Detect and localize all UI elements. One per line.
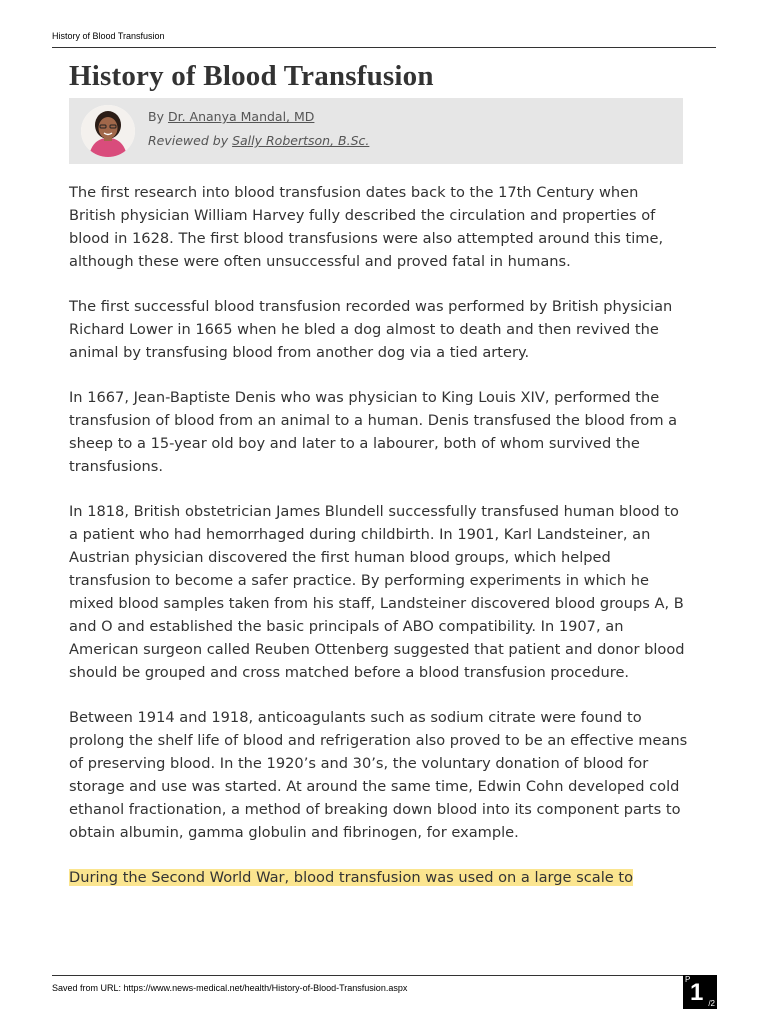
reviewed-by-label: Reviewed by <box>148 133 229 148</box>
article-title: History of Blood Transfusion <box>69 60 434 92</box>
saved-from-label: Saved from URL: <box>52 983 122 993</box>
author-link[interactable]: Dr. Ananya Mandal, MD <box>167 109 315 124</box>
by-label: By <box>148 109 164 124</box>
reviewer-link[interactable]: Sally Robertson, B.Sc. <box>232 133 370 148</box>
paragraph: In 1667, Jean-Baptiste Denis who was physician to King Louis XIV, performed the transfusion of blood from an animal to a human. Denis transfused the blood from a sheep to a 15-year old boy and later to a labourer, both of whom survived the transfusions. <box>69 389 678 475</box>
source-url[interactable]: https://www.news-medical.net/health/History-of-Blood-Transfusion.aspx <box>123 983 408 993</box>
paragraph: The first successful blood transfusion recorded was performed by British physician Richard Lower in 1665 when he bled a dog almost to death and then revived the animal by transfusing blood from another dog via a tied artery. <box>69 298 673 361</box>
header-divider <box>52 47 716 48</box>
article-body <box>69 181 689 911</box>
paragraph: Between 1914 and 1918, anticoagulants such as sodium citrate were found to prolong the shelf life of blood and refrigeration also proved to be an effective means of preserving blood. In the 1920’s and 30’s, the voluntary donation of blood for storage and use was started. At around the same time, Edwin Cohn developed cold ethanol fractionation, a method of breaking down blood into its component parts to obtain albumin, gamma globulin and fibrinogen, for example. <box>69 709 688 841</box>
page-number-badge <box>683 975 717 1009</box>
page-prefix: P <box>685 975 691 984</box>
page-total: /2 <box>708 999 715 1008</box>
byline-box <box>69 98 683 164</box>
author-avatar <box>81 105 135 157</box>
author-line <box>148 109 314 124</box>
highlighted-text: During the Second World War, blood transfusion was used on a large scale to <box>69 869 634 886</box>
paragraph: In 1818, British obstetrician James Blundell successfully transfused human blood to a patient who had hemorrhaged during childbirth. In 1901, Karl Landsteiner, an Austrian physician discovered the first human blood groups, which helped transfusion to become a safer practice. By performing experiments in which he mixed blood samples taken from his staff, Landsteiner discovered blood groups A, B and O and established the basic principals of ABO compatibility. In 1907, an American surgeon called Reuben Ottenberg suggested that patient and donor blood should be grouped and cross matched before a blood transfusion procedure. <box>69 503 685 681</box>
paragraph: The first research into blood transfusion dates back to the 17th Century when British physician William Harvey fully described the circulation and properties of blood in 1628. The first blood transfusions were also attempted around this time, although these were often unsuccessful and proved fatal in humans. <box>69 184 664 270</box>
author-photo-icon <box>81 105 135 157</box>
footer-source <box>52 983 407 993</box>
reviewer-line <box>148 133 369 148</box>
footer-divider <box>52 975 716 976</box>
highlighted-paragraph <box>69 866 689 889</box>
print-header-title: History of Blood Transfusion <box>52 31 165 41</box>
page-number: 1 <box>690 979 704 1006</box>
